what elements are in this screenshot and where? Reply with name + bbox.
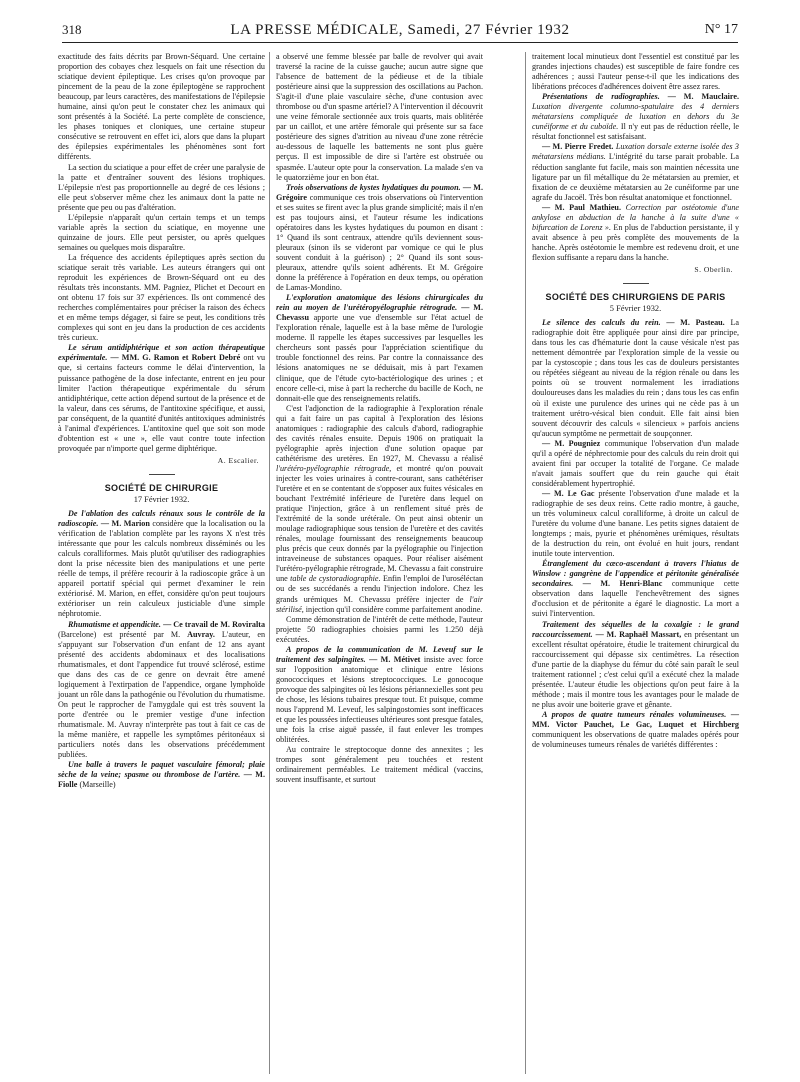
abstract-text: Il n'y eut pas de réduction réelle, le résultat fonctionnel est satisfaisant.	[532, 122, 739, 142]
section-date: 17 Février 1932.	[133, 494, 190, 504]
page-number: 318	[62, 22, 82, 37]
issue-date: Samedi, 27 Février 1932	[407, 22, 570, 38]
abstract-balle	[58, 760, 265, 790]
abstract-title: Le sérum antidiphtérique et son action thérapeutique expérimentale.	[58, 343, 265, 363]
abstract-title: Traitement des séquelles de la coxalgie : le grand raccourcissement.	[532, 619, 739, 639]
page-header	[62, 18, 738, 43]
text-run: . Enfin l'emploi de l'uroséléctan ou de ses succédanés a rendu l'injection indolore. Chez les grands urémiques M. Chevassu préfère injecter de	[276, 574, 484, 604]
abstract-title: A propos de quatre tumeurs rénales volumineuses.	[542, 709, 727, 719]
paragraph: traitement local minutieux dont l'essentiel est constitué par les grandes injections chaudes) est susceptible de faire fondre ces adhérences ; aussi l'auteur pense-t-il que les indications des libérations précoces d'adhérences doivent être assez rares.	[532, 52, 739, 92]
abstract-authors: — MM. G. Ramon et Robert Debré	[110, 353, 241, 363]
abstract-title: Le silence des calculs du rein.	[542, 318, 661, 328]
abstract-radiographies	[532, 92, 739, 142]
italic-term: table de cystoradiographie	[290, 574, 379, 584]
paragraph: La fréquence des accidents épileptiques après section du sciatique serait très variable. Les auteurs étrangers qui ont reproduit les expériences de Brown-Séquard ont eu des résultats très inconstants. MM. Pagniez, Plichet et Decourt en ont obtenu 17 fois sur 37 expériences. Ils ont commencé des recherches complémentaires pour préciser la raison des échecs et en même temps dégager, si faire se peut, les conditions très complexes qui sont en jeu dans la production de ces accidents très curieux.	[58, 252, 265, 343]
abstract-title: De l'ablation des calculs rénaux sous le contrôle de la radioscopie.	[58, 509, 265, 529]
column-2	[276, 52, 483, 785]
abstract-title: Étranglement du cæco-ascendant à travers l'hiatus de Winslow : gangrène de l'appendice et péritonite généralisée secondaires.	[532, 559, 739, 589]
abstract-text: présente l'observation d'une malade et la radiographie de ses deux reins. Cette radio montre, à gauche, un très volumineux calcul coralliforme, à droite un calcul de l'uretère du volume d'une banane. Les petits signes dataient de longtemps ; mais, pyurie et phénomènes urémiques, résultats de la destruction du rein, ont évolué en huit jours, rendant inutile toute intervention.	[532, 488, 739, 559]
column-1	[58, 52, 265, 790]
abstract-salpingites	[276, 645, 483, 745]
abstract-authors: — M. Marion	[100, 519, 150, 529]
paragraph: L'épilepsie n'apparaît qu'un certain temps et un temps variable après la section du sciatique, en moyenne une quinzaine de jours. Elle peut persister, ou après quelques semaines ou quelques mois disparaître.	[58, 212, 265, 252]
separator-rule	[623, 283, 649, 284]
abstract-text: considère que la localisation ou la vérification de l'ablation complète par les rayons X n'est très intéressante que pour les calculs nombreux disséminés ou les calculs coralliformes. Mais plutôt qu'utiliser des radiographies dont la prise nécessite bien des manipulations et une perte réelle de temps, il préfère recourir à la radioscopie grâce à un appareil portatif spécial qui permet d'examiner le rein extériorisé. M. Marion, en effet, considère qu'on peut toujours extérioriser un rein calculeux justiciable d'une simple néphrotomie.	[58, 519, 266, 619]
abstract-text: apporte une vue d'ensemble sur l'état actuel de l'exploration rénale, laquelle est à la base même de l'urologie moderne. Il rappelle les étapes successives par lesquelles les chercheurs sont passés pour l'appréciation scientifique du trouble fonctionnel des reins. Par contre la connaissance des lésions anatomiques ne se déduisait, mis à part l'examen clinique, que de l'étude cyto-bactériologique des urines ; et encore celle-ci, mise à part la recherche du bacille de Koch, ne donnait-elle que des renseignements relatifs.	[276, 313, 484, 403]
abstract-text: L'auteur, en s'appuyant sur l'observation d'un enfant de 12 ans ayant présenté des accidents abdominaux et des localisations rhumatismales, et dont l'appendice fut trouvé sclérosé, estime que dans des cas de ce genre on devrait être amené logiquement à l'extirpation de l'appendice, organe lymphoïde jouant un rôle dans la pathogénie ou l'évolution du rhumatisme. On peut le rapprocher de l'amygdale qui est très souvent la porte d'entrée ou le premier vestige d'une infection rhumatismale. M. Auvray n'interprète pas tout à fait ce cas de la même manière, et rappelle les symptômes péritonéaux si particuliers notés dans les observations précédemment publiées.	[58, 629, 266, 760]
italic-term: Luxation divergente columno-spatulaire des 4 derniers métatarsiens compliquée de luxation en dehors du 3e cunéiforme et du cuboïde.	[532, 102, 739, 132]
paragraph: exactitude des faits décrits par Brown-Séquard. Une certaine proportion des cobayes chez lesquels on fait une résection du sciatique devient épileptique. Les crises qu'on provoque par pincement de la peau de la zone épileptogène se rapprochent beaucoup, par leurs caractères, des manifestations de l'épilepsie humaine, ainsi qu'on peut le constater chez les animaux qui sont présentés à la Société. La perte complète de conscience, les phases toniques et cloniques, une certaine stupeur consécutive se retrouvent en effet ici, alors que dans la plupart des épilepsies expérimentales les phénomènes sont fort différents.	[58, 52, 265, 162]
paragraph: a observé une femme blessée par balle de revolver qui avait traversé la racine de la cuisse gauche; aucun autre signe que l'absence de battement de la pédieuse et de la tibiale postérieure ainsi que la suppression des oscillations au Pachon. S'agit-il d'une plaie vasculaire sèche, d'une contusion avec thrombose ou d'un spasme artériel? A l'intervention il découvrit une veine fémorale sectionnée aux trois quarts, mais oblitérée par un caillot, et une artère fémorale qui présente sur sa face postérieure des signes d'atrition au niveau d'une zone rétrécie au-dessous de laquelle les battements ne sont plus guère perçus. Il est impossible de dire si l'artère est obstruée ou spasmée. L'auteur opte pour la conservation. La malade s'en va le quatorzième jour en bon état.	[276, 52, 483, 182]
section-title: SOCIÉTÉ DES CHIRURGIENS DE PARIS	[545, 292, 726, 303]
abstract-text: communiquent les observations de quatre malades opérés pour de volumineuses tumeurs rénales de variétés différentes :	[532, 730, 739, 750]
abstract-etranglement	[532, 559, 739, 619]
abstract-authors: — M. Le Gac	[542, 488, 595, 498]
abstract-authors: — M. Mauclaire.	[667, 92, 739, 102]
italic-term: l'urétéro-pyélographie rétrograde	[276, 463, 390, 473]
abstract-authors: Auvray.	[187, 629, 215, 639]
masthead	[62, 22, 738, 39]
abstract-ablation	[58, 509, 265, 620]
abstract-pougniez	[532, 439, 739, 489]
section-title: SOCIÉTÉ DE CHIRURGIE	[104, 482, 219, 493]
abstract-text: La radiographie doit être appliquée pour ainsi dire par principe, dans tous les cas d'hématurie dont la cause vésicale n'est pas nettement démontrée par l'exploration simple de la vessie ou par la cystoscopie ; dans tous les cas de douleurs persistantes ou répétées siégeant au niveau de la région rénale ou dans les points où se trouvent normalement les irradiations douloureuses dans les maladies du rein ; dans tous les cas enfin où il existe une purulence des urines qui ne cède pas à un traitement urétro-vésical bien conduit. Elle fait ainsi bien souvent découvrir des calculs « silencieux » parfois anciens qu'aucun symptôme ne permettait de soupçonner.	[532, 318, 740, 438]
abstract-silence	[532, 318, 739, 439]
abstract-tumeurs	[532, 710, 739, 750]
abstract-authors: — M. Chevassu	[276, 303, 483, 323]
abstract-authors: — Ce travail de M. Roviralta	[163, 619, 266, 629]
issue-number: N° 17	[704, 22, 738, 37]
abstract-title: Trois observations de kystes hydatiques du poumon.	[286, 182, 461, 192]
abstract-title: A propos de la communication de M. Leveuf sur le traitement des salpingites.	[276, 644, 483, 664]
abstract-text: communique ces trois observations où l'intervention et ses suites se firent avec la plus grande simplicité; mais il n'en est pas toujours ainsi, et l'auteur résume les indications opératoires dans les kystes hydatiques du poumon en disant : 1° Quand ils sont centraux, attendre qu'ils deviennent sous-pleuraux (sinon ils se videront par vomique ce qui le plus souvent conduit à la guérison) ; 2° Quand ils sont sous-pleuraux, attendre qu'ils soient adhérents. Et M. Grégoire donne la préférence à l'opération en deux temps, ou opération de Lamas-Mondino.	[276, 192, 483, 293]
abstract-kystes	[276, 183, 483, 294]
abstract-fredet	[532, 142, 739, 202]
column-3	[532, 52, 739, 750]
italic-term: Correction par ostéotomie d'une ankylose en abduction de la hanche à la suite d'une « bifurcation de Lorenz ».	[532, 202, 740, 232]
abstract-rhumatisme	[58, 620, 265, 761]
column-divider	[525, 52, 526, 1074]
column-divider	[269, 52, 270, 1074]
text-run: C'est l'adjonction de la radiographie à l'exploration rénale qui a fait faire un pas capital à l'exploration des lésions anatomiques : radiographie des calculs d'abord, radiographie des cavités rénales ensuite. Depuis 1906 on pratiquait la pyélographie après injection d'une solution opaque par cathétérisme des uretères. En 1927, M. Chevassu a réalisé	[276, 403, 483, 463]
abstract-text: (Barcelone) est présenté par M.	[58, 629, 181, 639]
abstract-authors: — M. Métivet	[369, 654, 421, 664]
text-run: , et montré qu'on pouvait injecter les voies urinaires à contre-courant, sans cathétériser l'uretère et en se contentant de s'opposer aux fuites vésicales en bouchant l'extrémité inférieure de l'uretère dans lequel on pratique l'injection, grâce à un renflement situé près de l'extrémité de la sonde urétérale. On peut ainsi obtenir un moulage radiographique sous tension de l'uretère et des cavités rénales, moulage fournissant des renseignements beaucoup plus précis que ceux donnés par la pyélographie ou l'injection intraveineuse de substances opaques. Pour réaliser aisément l'urétéro-pyélographie rétrograde, M. Chevassu a fait construire une	[276, 463, 484, 584]
separator-rule	[149, 474, 175, 475]
abstract-text: communique cette observation dans laquelle l'enchevêtrement des signes d'occlusion et de péritonite a égaré le diagnostic. La mort a suivi l'intervention.	[532, 579, 740, 619]
abstract-authors: — M. Pasteau.	[666, 318, 725, 328]
abstract-authors: — M. Grégoire	[276, 182, 484, 202]
text-run: , injection qu'il considère comme parfaitement anodine.	[301, 604, 483, 614]
abstract-authors: — M. Fiolle	[58, 770, 266, 790]
abstract-authors: — M. Pierre Fredet.	[542, 142, 614, 152]
signature: S. Oberlin.	[694, 264, 733, 274]
abstract-authors: — M. Raphaël Massart,	[595, 629, 682, 639]
abstract-mathieu	[532, 203, 739, 263]
signature: A. Escalier.	[217, 455, 259, 465]
abstract-text: insiste avec force sur l'opposition anatomique et clinique entre lésions gonococciques et lésions streptococciques. Le gonocoque provoque des salpingites où les lésions périannexielles sont peu de chose, les lésions tubaires presque tout. Et puisque, comme nous l'apprend M. Leveuf, les salpingostomies sont inefficaces et que les poussées infectieuses ultérieures sont presque fatales, une fois la crise aiguë passée, il faut enlever les trompes oblitérées.	[276, 654, 483, 745]
abstract-authors: — M. Paul Mathieu.	[542, 202, 621, 212]
italic-term: l'air stérilisé	[276, 594, 484, 614]
abstract-serum	[58, 343, 265, 454]
abstract-title: Présentations de radiographies.	[542, 92, 660, 102]
abstract-title: L'exploration anatomique des lésions chirurgicales du rein au moyen de l'urétéropyélographie rétrograde.	[276, 293, 483, 313]
abstract-authors: — MM. Victor Pauchet, Le Gac, Luquet et Hirchberg	[532, 709, 739, 729]
abstract-text: ont vu que, si certains facteurs comme le délai d'intervention, la puissance pathogène de la dose infectante, entrent en jeu pour limiter l'action thérapeutique expérimentale du sérum antidiphtérique, cette action dépend surtout de la présence et de la valeur, dans ces sérums, de l'antitoxine spécifique, et aussi, par conséquent, de la quantité d'unités antitoxiques administrés à l'animal d'expériences. L'antitoxine quel que soit son mode d'obtention est « une », elle vaut contre toute infection provoquée par n'importe quel germe diphtérique.	[58, 353, 266, 453]
abstract-text: en présentant un excellent résultat opératoire, étudie le traitement chirurgical du raccourcissement qui dépasse six centimètres. La résection d'une partie de la diaphyse du fémur du côté sain paraît le seul traitement rationnel ; c'est celui qu'il a exécuté chez la malade présentée. L'auteur étudie les objections qu'on peut faire à la méthode ; mais il montre tous les avantages pour le malade de ne plus avoir une boiterie grave et gênante.	[532, 629, 739, 709]
abstract-coxalgie	[532, 620, 739, 710]
abstract-legac	[532, 489, 739, 559]
abstract-text: (Marseille)	[79, 780, 116, 790]
paragraph	[276, 404, 483, 615]
paragraph: Au contraire le streptocoque donne des annexites ; les trompes sont généralement peu touchées et restent ordinairement perméables. Le traitement médical (vaccins, souvent insuffisante, et surtout	[276, 745, 483, 785]
abstract-title: Rhumatisme et appendicite.	[68, 619, 161, 629]
abstract-authors: — M. Pougniez	[542, 438, 601, 448]
section-date: 5 Février 1932.	[609, 304, 662, 314]
abstract-title: Une balle à travers le paquet vasculaire fémoral; plaie sèche de la veine; spasme ou thrombose de l'artère.	[58, 760, 265, 780]
paragraph: Comme démonstration de l'intérêt de cette méthode, l'auteur projette 50 radiographies choisies parmi les 1.250 déjà exécutées.	[276, 614, 483, 644]
journal-name: LA PRESSE MÉDICALE,	[230, 22, 404, 38]
paragraph: La section du sciatique a pour effet de créer une paralysie de la patte et d'entraîner souvent des lésions trophiques. L'épilepsie n'est pas proportionnelle au degré de ces lésions ; elle peut s'observer même chez les animaux dont la patte ne présente que peu ou pas d'altération.	[58, 162, 265, 212]
italic-term: Luxation dorsale externe isolée des 3 métatarsiens médians.	[532, 142, 739, 162]
abstract-authors: — M. Henri-Blanc	[582, 579, 663, 589]
abstract-text: En plus de l'abduction persistante, il y avait absence à peu près complète des mouvements de la hanche. Après ostéotomie le membre est redevenu droit, et une flexion suffisante a reparu dans la hanche.	[532, 222, 740, 262]
abstract-text: L'intégrité du tarse parait probable. La réduction sanglante fut facile, mais son maintien nécessita une ligature par un fil métallique du 2e métatarsien au premier, et fixation de ce deuxième métatarsien au 2e cunéiforme par une agrafe du Jacoël. Très bon résultat anatomique et fonctionnel.	[532, 152, 739, 202]
abstract-exploration	[276, 293, 483, 404]
abstract-text: communique l'observation d'un malade qu'il a opéré de néphrectomie pour des calculs du rein droit qui avaient fini par occuper la totalité de l'organe. Ce malade n'avait jamais souffert que du rein gauche qui était considérablement hypertrophié.	[532, 438, 740, 488]
